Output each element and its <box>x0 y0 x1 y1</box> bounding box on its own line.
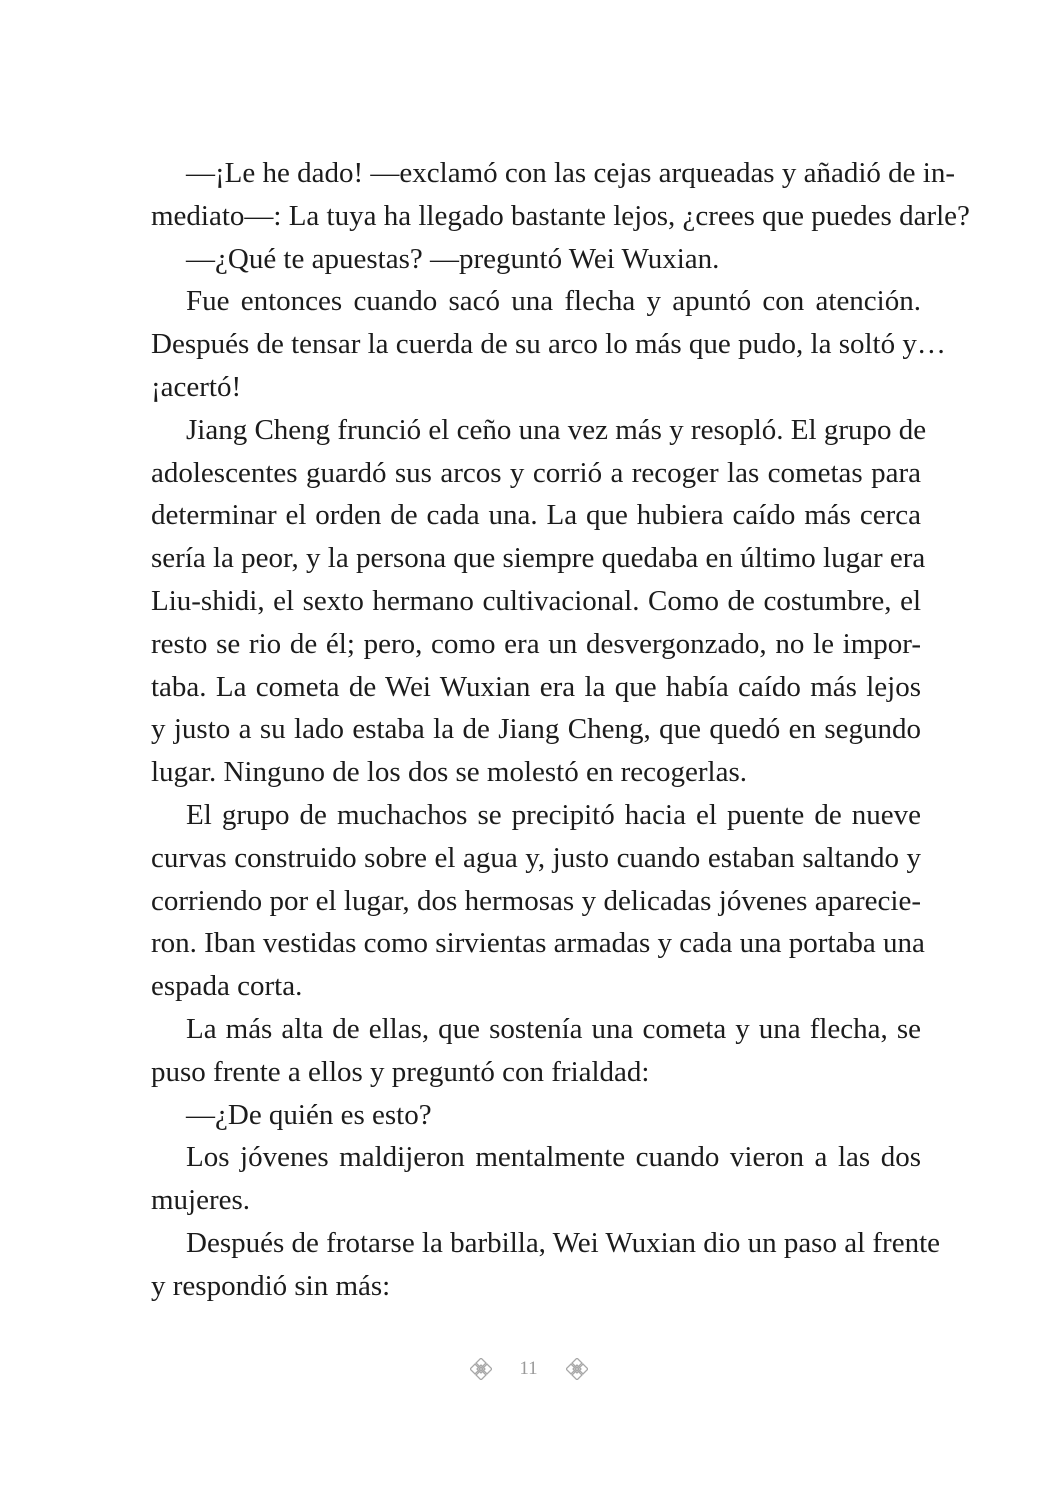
paragraph-list <box>151 152 970 1308</box>
text-line: mediato—: La tuya ha llegado bastante lejos, ¿crees que puedes darle? <box>151 199 970 232</box>
endless-knot-ornament-icon <box>566 1358 588 1380</box>
text-line: determinar el orden de cada una. La que hubiera caído más cerca <box>151 499 921 532</box>
text-line: Los jóvenes maldijeron mentalmente cuando vieron a las dos <box>186 1141 921 1174</box>
text-line: Liu-shidi, el sexto hermano cultivacional. Como de costumbre, el <box>151 584 921 617</box>
text-line: ¡acertó! <box>151 370 242 403</box>
text-line: El grupo de muchachos se precipitó hacia el puente de nueve <box>186 798 921 831</box>
text-line: sería la peor, y la persona que siempre quedaba en último lugar era <box>151 542 926 575</box>
text-line: La más alta de ellas, que sostenía una cometa y una flecha, se <box>186 1012 921 1045</box>
paragraph <box>151 280 946 408</box>
text-line: Jiang Cheng frunció el ceño una vez más y resopló. El grupo de <box>186 413 927 446</box>
text-line: mujeres. <box>151 1184 251 1217</box>
paragraph <box>151 1008 921 1094</box>
paragraph <box>151 1094 921 1137</box>
paragraph <box>151 1136 921 1222</box>
page-number: 11 <box>519 1358 538 1379</box>
text-line: —¿Qué te apuestas? —preguntó Wei Wuxian. <box>186 242 720 275</box>
text-line: —¿De quién es esto? <box>186 1098 432 1131</box>
paragraph <box>151 152 970 238</box>
endless-knot-ornament-icon <box>470 1358 492 1380</box>
text-line: taba. La cometa de Wei Wuxian era la que había caído más lejos <box>151 670 921 703</box>
text-line: Después de tensar la cuerda de su arco lo más que pudo, la soltó y… <box>151 328 946 361</box>
text-line: y respondió sin más: <box>151 1269 391 1302</box>
paragraph <box>151 1222 941 1308</box>
text-line: espada corta. <box>151 970 303 1003</box>
text-line: lugar. Ninguno de los dos se molestó en recogerlas. <box>151 756 747 789</box>
page-footer <box>0 1358 1057 1380</box>
text-line: resto se rio de él; pero, como era un desvergonzado, no le impor- <box>151 627 921 660</box>
paragraph <box>151 238 921 281</box>
text-line: curvas construido sobre el agua y, justo cuando estaban saltando y <box>151 841 921 874</box>
text-line: —¡Le he dado! —exclamó con las cejas arqueadas y añadió de in- <box>186 157 955 189</box>
text-line: Después de frotarse la barbilla, Wei Wuxian dio un paso al frente <box>186 1226 941 1259</box>
paragraph <box>151 794 925 1008</box>
text-line: Fue entonces cuando sacó una flecha y apuntó con atención. <box>186 285 921 318</box>
text-line: y justo a su lado estaba la de Jiang Cheng, que quedó en segundo <box>151 713 921 746</box>
text-line: corriendo por el lugar, dos hermosas y delicadas jóvenes aparecie- <box>151 884 921 917</box>
text-line: puso frente a ellos y preguntó con frialdad: <box>151 1055 650 1088</box>
text-line: ron. Iban vestidas como sirvientas armadas y cada una portaba una <box>151 927 925 960</box>
text-line: adolescentes guardó sus arcos y corrió a recoger las cometas para <box>151 456 921 489</box>
paragraph <box>151 409 927 794</box>
book-page-body <box>151 152 970 1308</box>
